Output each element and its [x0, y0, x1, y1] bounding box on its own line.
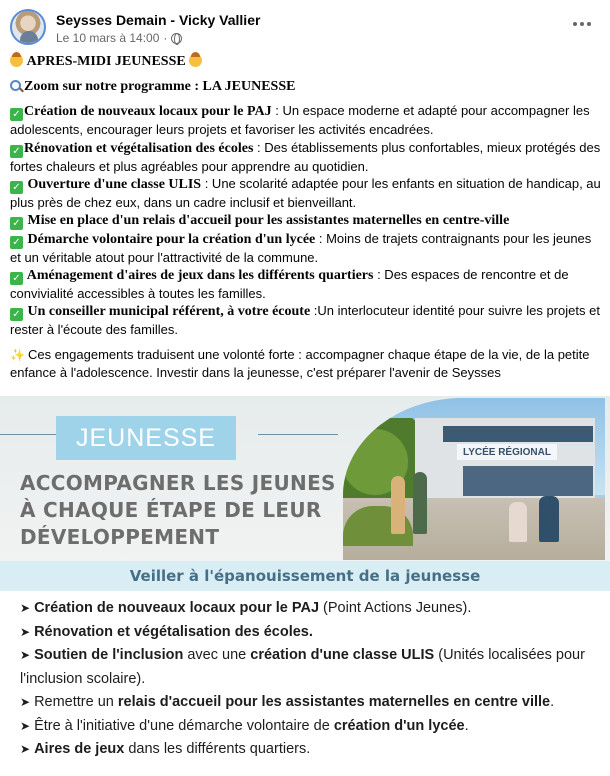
image-bullet: ➤ Soutien de l'inclusion avec une création d'une classe ULIS (Unités localisées pour l'inclusion scolaire). [20, 647, 585, 687]
program-item: ✓ Mise en place d'un relais d'accueil pour les assistantes maternelles en centre-ville [10, 211, 602, 230]
image-subtitle-band [0, 561, 610, 591]
post-text [10, 52, 602, 381]
meta-separator: · [163, 31, 168, 45]
author-name[interactable]: Seysses Demain - Vicky Vallier [56, 12, 261, 28]
image-headline: ACCOMPAGNER LES JEUNES À CHAQUE ÉTAPE DE LEUR DÉVELOPPEMENT [20, 471, 336, 549]
closing-text: Ces engagements traduisent une volonté forte : accompagner chaque étape de la vie, de la petite enfance à l'adolescence. Investir dans la jeunesse, c'est préparer l'avenir de Seysses [10, 346, 590, 380]
check-mark-button-icon: ✓ [10, 108, 23, 121]
check-mark-button-icon: ✓ [10, 272, 23, 285]
zoom-text: Zoom sur notre programme : LA JEUNESSE [24, 79, 296, 95]
post-header [0, 0, 610, 52]
arrow-icon: ➤ [20, 742, 31, 756]
child-face-icon [189, 54, 202, 67]
arrow-icon: ➤ [20, 601, 31, 615]
zoom-line [10, 77, 602, 95]
divider-line [258, 434, 338, 435]
program-item: ✓ Aménagement d'aires de jeux dans les différents quartiers : Des espaces de rencontre et de convivialité accessibles à toutes les familles. [10, 267, 569, 302]
program-item: ✓ Création de nouveaux locaux pour le PAJ : Un espace moderne et adapté pour accompagner les adolescents, encourager leurs projets et favoriser les activités encadrées. [10, 103, 590, 138]
image-bullet: ➤ Rénovation et végétalisation des écoles. [20, 623, 313, 640]
image-subtitle: Veiller à l'épanouissement de la jeunesse [129, 567, 481, 585]
image-bullets-area [0, 591, 610, 776]
check-mark-button-icon: ✓ [10, 145, 23, 158]
student-figure [413, 472, 427, 534]
image-bullet: ➤ Création de nouveaux locaux pour le PAJ (Point Actions Jeunes). [20, 600, 472, 616]
divider-line [0, 434, 60, 435]
image-bullet-list [20, 597, 600, 762]
sparkles-icon: ✨ [10, 347, 25, 362]
check-mark-button-icon: ✓ [10, 236, 23, 249]
student-figure [509, 502, 527, 542]
student-figure [539, 496, 559, 542]
check-mark-button-icon: ✓ [10, 308, 23, 321]
check-mark-button-icon: ✓ [10, 217, 23, 230]
building-sign: LYCÉE RÉGIONAL [457, 444, 557, 460]
student-figure [391, 476, 405, 534]
post-meta [56, 31, 182, 45]
arrow-icon: ➤ [20, 695, 31, 709]
program-item: ✓ Démarche volontaire pour la création d'un lycée : Moins de trajets contraignants pour les jeunes et un véritable atout pour l'attractivité de la commune. [10, 231, 592, 266]
program-item: ✓ Un conseiller municipal référent, à votre écoute :Un interlocuteur identité pour suivre les projets et rester à l'écoute des familles. [10, 303, 600, 338]
image-bullet: ➤ Être à l'initiative d'une démarche volontaire de création d'un lycée. [20, 717, 469, 734]
post-image[interactable] [0, 396, 610, 776]
program-item: ✓ Ouverture d'une classe ULIS : Une scolarité adaptée pour les enfants en situation de handicap, au plus près de chez eux, dans un cadre inclusif et bienveillant. [10, 175, 601, 210]
check-mark-button-icon: ✓ [10, 181, 23, 194]
image-bullet: ➤ Aires de jeux dans les différents quartiers. [20, 741, 311, 757]
more-options-icon[interactable] [568, 12, 596, 36]
arrow-icon: ➤ [20, 624, 31, 639]
magnifying-glass-icon [10, 80, 21, 91]
arrow-icon: ➤ [20, 718, 31, 733]
child-face-icon [10, 54, 23, 67]
arrow-icon: ➤ [20, 648, 31, 662]
public-globe-icon [171, 33, 182, 44]
jeunesse-tag: JEUNESSE [56, 416, 236, 460]
author-avatar[interactable] [10, 9, 46, 45]
post-date[interactable]: Le 10 mars à 14:00 [56, 31, 160, 45]
school-photo [343, 398, 605, 560]
image-header-area [0, 396, 610, 561]
program-item: ✓ Rénovation et végétalisation des écoles : Des établissements plus confortables, mieux protégés des fortes chaleurs et plus agréables pour apprendre au quotidien. [10, 139, 601, 174]
post-title-line [10, 52, 602, 70]
post-title: APRES-MIDI JEUNESSE [26, 54, 186, 69]
image-bullet: ➤ Remettre un relais d'accueil pour les assistantes maternelles en centre ville. [20, 694, 555, 710]
closing-line [10, 346, 602, 381]
